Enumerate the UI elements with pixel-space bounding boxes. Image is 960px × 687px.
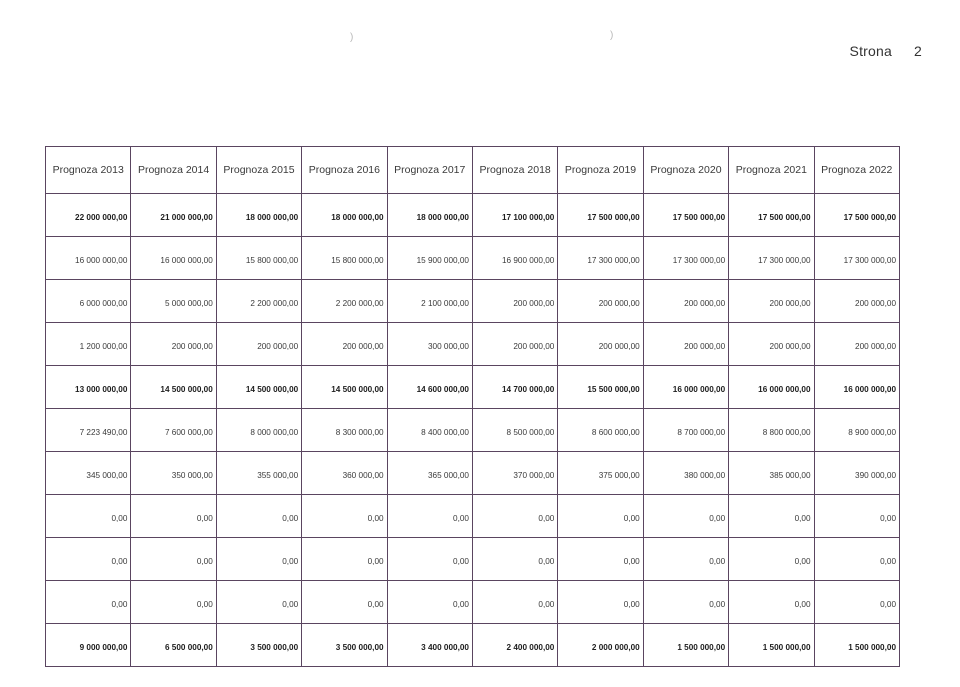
table-cell: 0,00 xyxy=(46,495,131,538)
table-cell: 14 500 000,00 xyxy=(216,366,301,409)
table-cell: 200 000,00 xyxy=(558,280,643,323)
table-cell: 14 500 000,00 xyxy=(302,366,387,409)
table-cell: 1 500 000,00 xyxy=(729,624,814,667)
page-header xyxy=(850,43,922,59)
column-header: Prognoza 2013 xyxy=(46,147,131,194)
table-cell: 1 200 000,00 xyxy=(46,323,131,366)
table-header-row xyxy=(46,147,900,194)
table-cell: 0,00 xyxy=(131,581,216,624)
table-cell: 0,00 xyxy=(216,581,301,624)
table-cell: 200 000,00 xyxy=(131,323,216,366)
table-cell: 0,00 xyxy=(131,538,216,581)
table-cell: 0,00 xyxy=(387,538,472,581)
table-cell: 0,00 xyxy=(387,581,472,624)
page-number: 2 xyxy=(914,43,922,59)
table-cell: 17 500 000,00 xyxy=(729,194,814,237)
table-cell: 200 000,00 xyxy=(814,323,899,366)
table-cell: 370 000,00 xyxy=(472,452,557,495)
column-header: Prognoza 2014 xyxy=(131,147,216,194)
table-cell: 3 500 000,00 xyxy=(302,624,387,667)
table-cell: 390 000,00 xyxy=(814,452,899,495)
table-cell: 380 000,00 xyxy=(643,452,728,495)
table-cell: 0,00 xyxy=(302,495,387,538)
table-cell: 8 900 000,00 xyxy=(814,409,899,452)
table-cell: 17 500 000,00 xyxy=(814,194,899,237)
table-cell: 9 000 000,00 xyxy=(46,624,131,667)
table-cell: 0,00 xyxy=(558,581,643,624)
table-cell: 14 500 000,00 xyxy=(131,366,216,409)
table-cell: 17 300 000,00 xyxy=(558,237,643,280)
table-cell: 16 000 000,00 xyxy=(131,237,216,280)
table-cell: 0,00 xyxy=(472,538,557,581)
table-cell: 7 223 490,00 xyxy=(46,409,131,452)
column-header: Prognoza 2016 xyxy=(302,147,387,194)
scan-mark: ) xyxy=(350,32,354,43)
table-cell: 16 900 000,00 xyxy=(472,237,557,280)
table-cell: 16 000 000,00 xyxy=(814,366,899,409)
table-cell: 1 500 000,00 xyxy=(643,624,728,667)
table-cell: 355 000,00 xyxy=(216,452,301,495)
table-cell: 375 000,00 xyxy=(558,452,643,495)
table-cell: 15 800 000,00 xyxy=(302,237,387,280)
table-cell: 200 000,00 xyxy=(216,323,301,366)
table-cell: 360 000,00 xyxy=(302,452,387,495)
table-cell: 17 500 000,00 xyxy=(558,194,643,237)
table-cell: 16 000 000,00 xyxy=(643,366,728,409)
column-header: Prognoza 2022 xyxy=(814,147,899,194)
table-cell: 8 300 000,00 xyxy=(302,409,387,452)
column-header: Prognoza 2018 xyxy=(472,147,557,194)
table-cell: 300 000,00 xyxy=(387,323,472,366)
table-cell: 8 800 000,00 xyxy=(729,409,814,452)
table-cell: 0,00 xyxy=(729,538,814,581)
table-cell: 2 200 000,00 xyxy=(302,280,387,323)
table-cell: 0,00 xyxy=(643,581,728,624)
table-cell: 200 000,00 xyxy=(643,323,728,366)
table-cell: 2 100 000,00 xyxy=(387,280,472,323)
table-cell: 200 000,00 xyxy=(729,280,814,323)
table-cell: 17 300 000,00 xyxy=(729,237,814,280)
table-cell: 8 000 000,00 xyxy=(216,409,301,452)
table-cell: 8 500 000,00 xyxy=(472,409,557,452)
table-cell: 0,00 xyxy=(814,538,899,581)
table-cell: 5 000 000,00 xyxy=(131,280,216,323)
table-row xyxy=(46,452,900,495)
table-cell: 17 300 000,00 xyxy=(814,237,899,280)
table-cell: 2 000 000,00 xyxy=(558,624,643,667)
table-row xyxy=(46,194,900,237)
table-cell: 16 000 000,00 xyxy=(729,366,814,409)
table-cell: 18 000 000,00 xyxy=(216,194,301,237)
table-cell: 0,00 xyxy=(729,581,814,624)
table-cell: 0,00 xyxy=(643,495,728,538)
table-cell: 0,00 xyxy=(387,495,472,538)
table-row xyxy=(46,495,900,538)
table-cell: 0,00 xyxy=(216,495,301,538)
table-cell: 22 000 000,00 xyxy=(46,194,131,237)
column-header: Prognoza 2021 xyxy=(729,147,814,194)
table-cell: 16 000 000,00 xyxy=(46,237,131,280)
table-cell: 0,00 xyxy=(302,538,387,581)
table-cell: 0,00 xyxy=(814,581,899,624)
table-row xyxy=(46,366,900,409)
table-row xyxy=(46,237,900,280)
table-row xyxy=(46,323,900,366)
table-cell: 345 000,00 xyxy=(46,452,131,495)
table-cell: 3 400 000,00 xyxy=(387,624,472,667)
table-row xyxy=(46,409,900,452)
table-cell: 0,00 xyxy=(643,538,728,581)
table-cell: 15 900 000,00 xyxy=(387,237,472,280)
table-cell: 200 000,00 xyxy=(472,323,557,366)
table-cell: 3 500 000,00 xyxy=(216,624,301,667)
table-cell: 0,00 xyxy=(472,581,557,624)
table-row xyxy=(46,624,900,667)
table-cell: 8 700 000,00 xyxy=(643,409,728,452)
table-cell: 2 200 000,00 xyxy=(216,280,301,323)
table-cell: 17 500 000,00 xyxy=(643,194,728,237)
table-cell: 0,00 xyxy=(558,538,643,581)
table-cell: 18 000 000,00 xyxy=(302,194,387,237)
table-cell: 200 000,00 xyxy=(472,280,557,323)
table-cell: 17 300 000,00 xyxy=(643,237,728,280)
forecast-table xyxy=(45,146,900,667)
table-cell: 0,00 xyxy=(729,495,814,538)
table-cell: 15 500 000,00 xyxy=(558,366,643,409)
table-row xyxy=(46,538,900,581)
forecast-table-container xyxy=(45,146,900,667)
table-cell: 14 600 000,00 xyxy=(387,366,472,409)
table-cell: 8 400 000,00 xyxy=(387,409,472,452)
table-cell: 13 000 000,00 xyxy=(46,366,131,409)
table-cell: 0,00 xyxy=(46,538,131,581)
table-cell: 0,00 xyxy=(558,495,643,538)
table-cell: 6 500 000,00 xyxy=(131,624,216,667)
column-header: Prognoza 2017 xyxy=(387,147,472,194)
table-cell: 0,00 xyxy=(46,581,131,624)
table-row xyxy=(46,581,900,624)
table-cell: 0,00 xyxy=(472,495,557,538)
table-cell: 15 800 000,00 xyxy=(216,237,301,280)
table-cell: 200 000,00 xyxy=(729,323,814,366)
table-cell: 0,00 xyxy=(814,495,899,538)
table-cell: 8 600 000,00 xyxy=(558,409,643,452)
table-body xyxy=(46,194,900,667)
table-cell: 18 000 000,00 xyxy=(387,194,472,237)
table-cell: 6 000 000,00 xyxy=(46,280,131,323)
table-cell: 0,00 xyxy=(131,495,216,538)
table-cell: 21 000 000,00 xyxy=(131,194,216,237)
table-cell: 200 000,00 xyxy=(558,323,643,366)
column-header: Prognoza 2020 xyxy=(643,147,728,194)
scan-mark: ) xyxy=(610,30,614,41)
table-cell: 2 400 000,00 xyxy=(472,624,557,667)
table-cell: 1 500 000,00 xyxy=(814,624,899,667)
table-cell: 200 000,00 xyxy=(814,280,899,323)
table-cell: 385 000,00 xyxy=(729,452,814,495)
table-cell: 7 600 000,00 xyxy=(131,409,216,452)
table-cell: 17 100 000,00 xyxy=(472,194,557,237)
table-cell: 350 000,00 xyxy=(131,452,216,495)
table-cell: 14 700 000,00 xyxy=(472,366,557,409)
column-header: Prognoza 2019 xyxy=(558,147,643,194)
table-cell: 0,00 xyxy=(302,581,387,624)
table-cell: 200 000,00 xyxy=(643,280,728,323)
table-row xyxy=(46,280,900,323)
column-header: Prognoza 2015 xyxy=(216,147,301,194)
page-label: Strona xyxy=(849,43,892,59)
table-cell: 0,00 xyxy=(216,538,301,581)
table-cell: 365 000,00 xyxy=(387,452,472,495)
table-cell: 200 000,00 xyxy=(302,323,387,366)
